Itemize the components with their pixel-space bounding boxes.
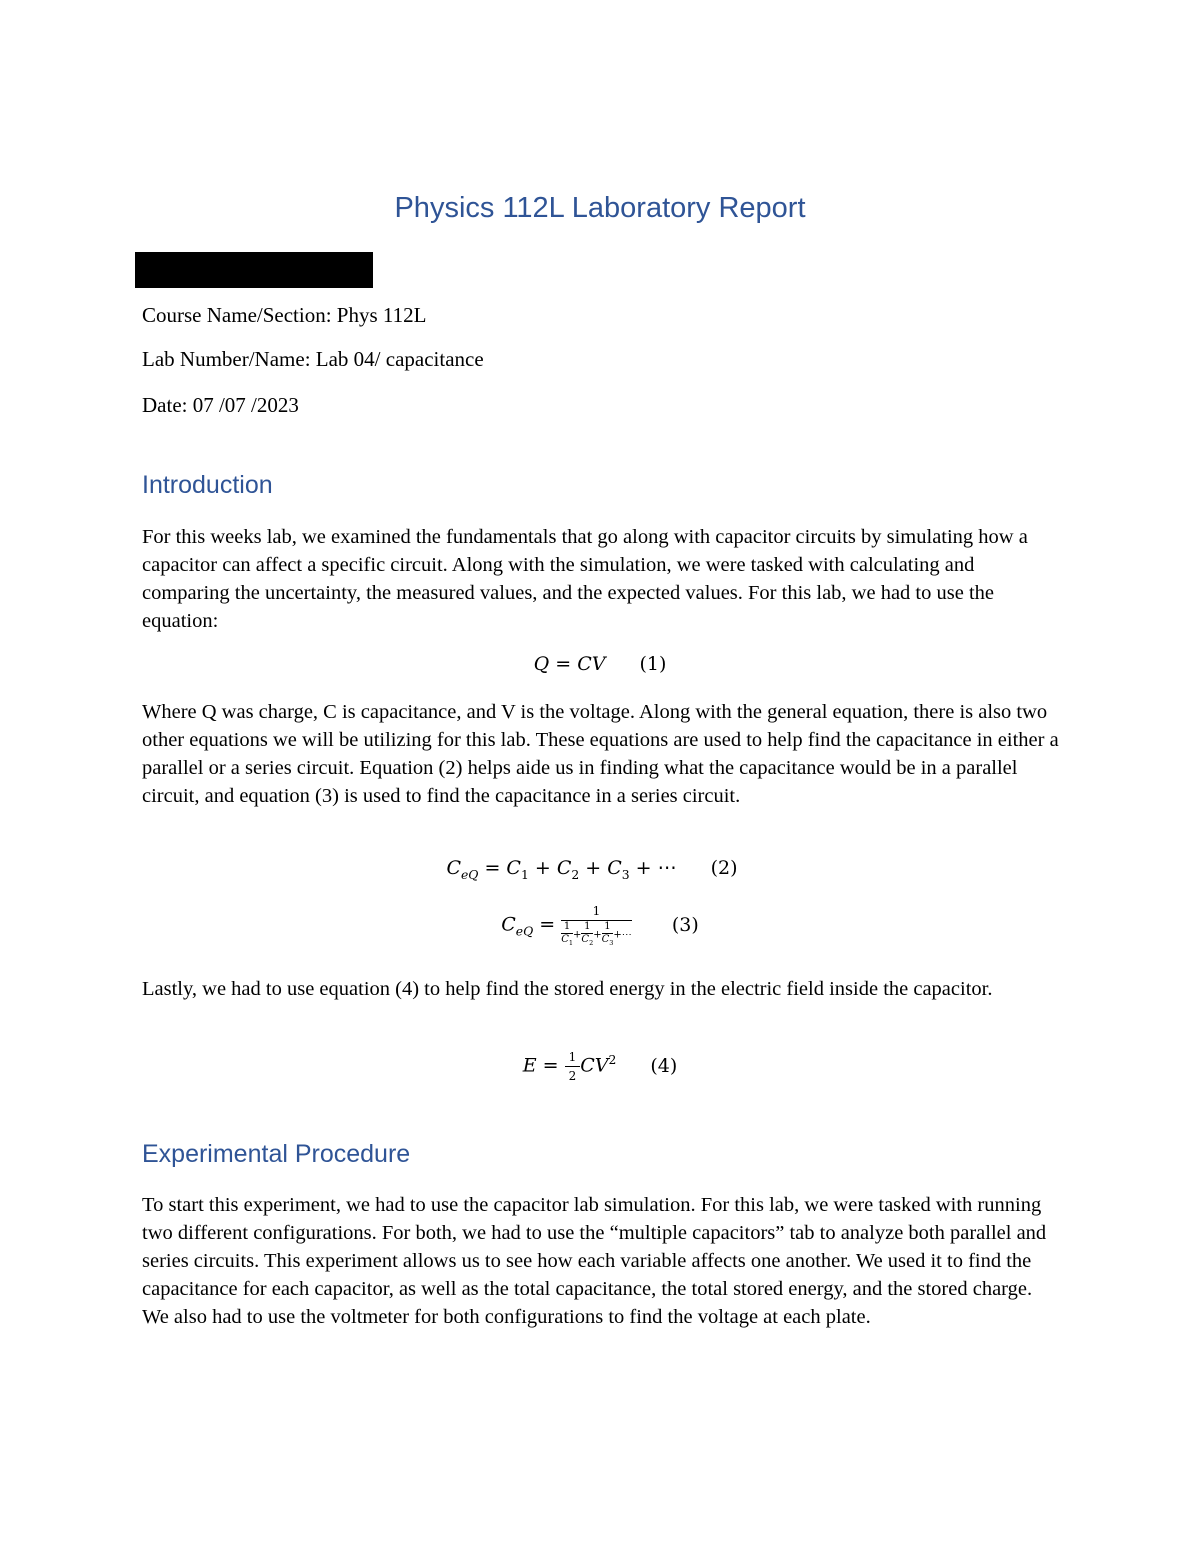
- equation-4-fraction: $\frac{1}{2}$: [565, 1048, 581, 1085]
- equation-3-fraction: 1 $\frac{1}{C_1}$ + $\frac{1}{C_2}$ + $\frac{1}{C_3}$ +⋯: [561, 904, 632, 947]
- redacted-name-block: [135, 252, 373, 288]
- introduction-heading: Introduction: [142, 471, 273, 499]
- equation-3: $C_{eQ}$ = 1 $\frac{1}{C_1}$ + $\frac{1}{C_2}$ + $\frac{1}{C_3}$ +⋯ (3): [501, 904, 699, 947]
- lab-line: Lab Number/Name: Lab 04/ capacitance: [142, 347, 484, 371]
- report-title: Physics 112L Laboratory Report: [394, 192, 806, 224]
- date-line: Date: 07 /07 /2023: [142, 393, 299, 417]
- equation-4-label: (4): [650, 1054, 678, 1077]
- introduction-paragraph-3: Lastly, we had to use equation (4) to help find the stored energy in the electric field inside the capacitor.: [142, 978, 993, 1000]
- introduction-paragraph-1: For this weeks lab, we examined the fundamentals that go along with capacitor circuits by simulating how a capacitor can affect a specific circuit. Along with the simulation, we were tasked with calculating and comparing the uncertainty, the measured values, and the expected values. For this lab, we had to use the equation:: [142, 526, 1028, 632]
- equation-2: $C_{eQ} = C_1 + C_2 + C_3$ + ⋯ (2): [446, 857, 738, 882]
- equation-4: E = $\frac{1}{2}$ $CV^2$ (4): [522, 1050, 678, 1083]
- equation-1-label: (1): [639, 653, 667, 675]
- introduction-paragraph-2: Where Q was charge, C is capacitance, and V is the voltage. Along with the general equation, there is also two other equations we will be utilizing for this lab. These equations are used to help find the capacitance in either a parallel or a series circuit. Equation (2) helps aide us in finding what the capacitance would be in a parallel circuit, and equation (3) is used to find the capacitance in a series circuit.: [142, 701, 1059, 807]
- course-line: Course Name/Section: Phys 112L: [142, 303, 427, 327]
- equation-1: Q = CV (1): [533, 653, 667, 675]
- equation-3-label: (3): [671, 913, 699, 936]
- equation-2-label: (2): [710, 857, 738, 879]
- procedure-heading: Experimental Procedure: [142, 1140, 411, 1168]
- procedure-paragraph-1: To start this experiment, we had to use the capacitor lab simulation. For this lab, we were tasked with running two different configurations. For both, we had to use the “multiple capacitors” tab to analyze both parallel and series circuits. This experiment allows us to see how each variable affects one another. We used it to find the capacitance for each capacitor, as well as the total capacitance, the total stored energy, and the stored charge. We also had to use the voltmeter for both configurations to find the voltage at each plate.: [142, 1194, 1047, 1328]
